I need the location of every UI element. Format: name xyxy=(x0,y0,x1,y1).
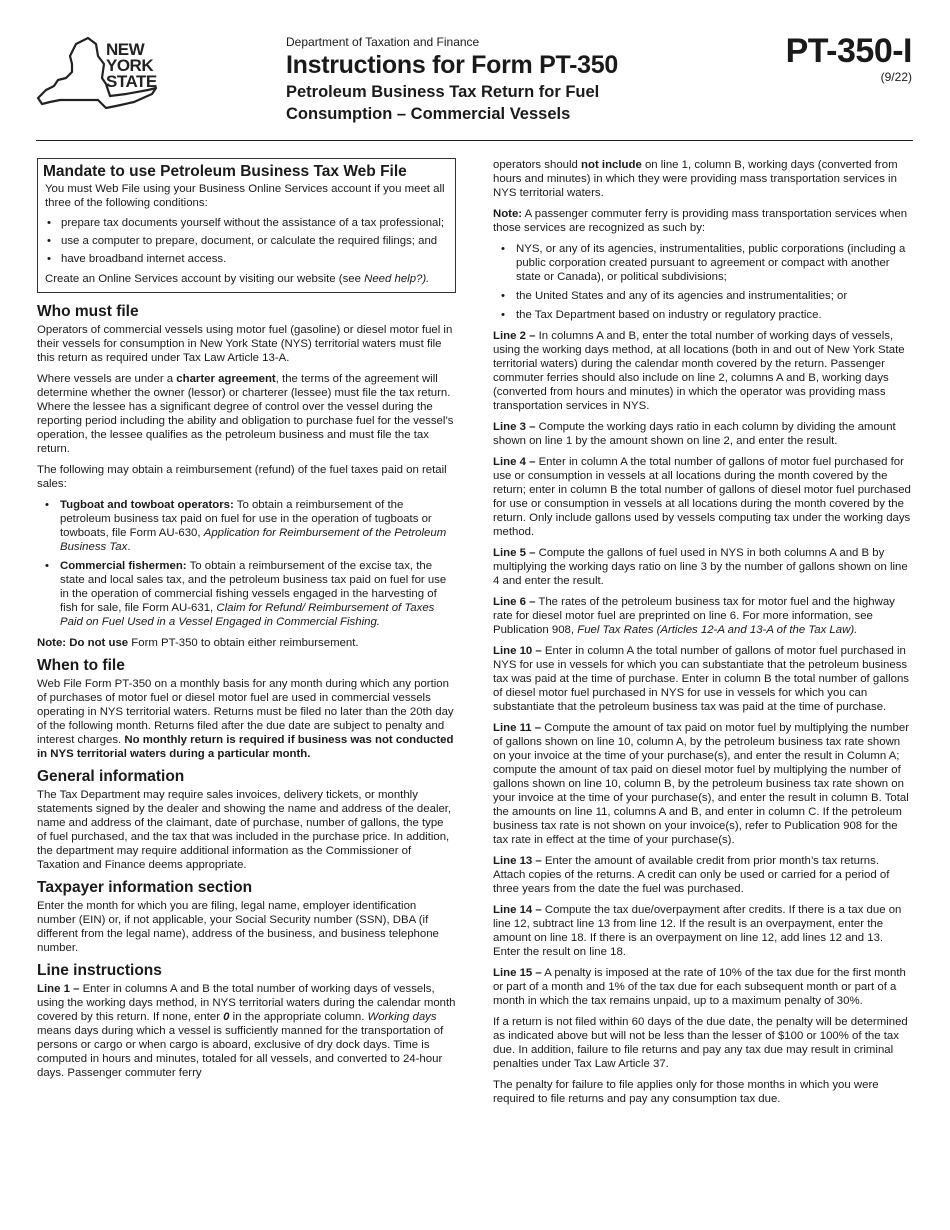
when-heading: When to file xyxy=(37,657,125,674)
page-header xyxy=(0,0,950,150)
form-id: PT-350-I xyxy=(785,32,912,70)
logo-line-3: STATE xyxy=(106,72,157,91)
logo-text xyxy=(106,42,157,90)
text: Compute the amount of tax paid on motor fuel by multiplying the number of gallons shown on line 10, column A, by the petroleum business tax rate shown on your invoice at the time of your purchase(s), and enter the result in Column A; compute the amount of tax paid on diesel motor fuel by multiplying the number of gallons shown on line 10, column B, by the petroleum business tax rate shown on your invoice at the time of your purchase(s), and enter the result in column B. Total the amounts on line 11, columns A and B, and enter in column C. If the petroleum business tax rate is not shown on your invoice(s), refer to Publication 908 for the tax rate in effect at the time of your purchase(s). xyxy=(493,722,909,846)
text-bold: Commercial fishermen: xyxy=(60,560,187,572)
page-subtitle xyxy=(286,81,686,125)
reimbursement-list xyxy=(37,498,456,629)
line-label: Line 10 – xyxy=(493,645,542,657)
text: Compute the tax due/overpayment after credits. If there is a tax due on line 12, subtract line 13 from line 12. If the result is an overpayment, enter the amount on line 18. If there is an overpayment on line 12, add lines 12 and 13. Enter the result on line 18. xyxy=(493,904,902,958)
line-4 xyxy=(493,455,913,539)
mandate-heading: Mandate to use Petroleum Business Tax Web File xyxy=(43,163,407,180)
line-14 xyxy=(493,903,913,959)
text: In columns A and B, enter the total number of working days of vessels, using the working days method, at all locations (both in and out of New York State territorial waters) during the calendar month covered by the return. Passenger commuter ferries should also include on line 2, columns A and B, working days (converted from hours and minutes) in which the operator was providing mass transportation services in NYS. xyxy=(493,330,905,412)
text: Enter in column A the total number of gallons of motor fuel purchased for use or consumption in vessels at all locations during the month covered by the return; enter in column B the total number of gallons of diesel motor fuel purchased for use or consumption in vessels at all locations during the month covered by the return. Only include gallons used by vessels computing tax under the working days method. xyxy=(493,456,911,538)
text: The rates of the petroleum business tax for motor fuel and the highway rate for diesel motor fuel are preprinted on line 6. For more information, see Publication 908, xyxy=(493,596,895,636)
text: on line 1, column B, working days (converted from hours and minutes) in which they were providing mass transportation services in NYS territorial waters. xyxy=(493,159,898,199)
list-item: • the United States and any of its agencies and instrumentalities; or xyxy=(493,289,913,303)
text: Where vessels are under a xyxy=(37,373,177,385)
page-title: Instructions for Form PT-350 xyxy=(286,51,618,79)
list-item: • NYS, or any of its agencies, instrumentalities, public corporations (including a public corporation created pursuant to agreement or compact with another state or Canada), or political subdivisions; xyxy=(493,242,913,284)
header-divider xyxy=(36,140,913,141)
late-filing-paragraph: If a return is not filed within 60 days of the due date, the penalty will be determined as indicated above but will not be less than the lesser of $100 or 100% of the tax due. In addition, failure to file returns and pay any tax due may result in criminal penalties under Tax Law Article 37. xyxy=(493,1016,908,1070)
text: Web File Form PT-350 on a monthly basis for any month during which any portion of purchases of motor fuel or diesel motor fuel are used in commercial vessels operating in NYS territorial waters. Returns must be filed no later than the 20th day of the following month. Returns filed after the due date are subject to penalty and interest charges. xyxy=(37,678,454,746)
text-italic: Application for Reimbursement of the Petroleum Business Tax xyxy=(60,527,447,553)
text-italic: Claim for Refund/ Reimbursement of Taxes Paid on Fuel Used in a Vessel Engaged in Commercial Fishing. xyxy=(60,602,435,628)
taxpayer-heading: Taxpayer information section xyxy=(37,879,253,896)
who-heading: Who must file xyxy=(37,303,139,320)
line-label: Line 14 – xyxy=(493,904,542,916)
mandate-intro: You must Web File using your Business Online Services account if you meet all three of the following conditions: xyxy=(45,183,445,209)
line-3 xyxy=(493,420,913,448)
text: A passenger commuter ferry is providing mass transportation services when those services are recognized as such by: xyxy=(493,208,908,234)
text: Enter the amount of available credit from prior month’s tax returns. Attach copies of the returns. A credit can only be used or carried for a period of three years from the date the fuel was purchased. xyxy=(493,855,890,895)
text-bold: No monthly return is required if business was not conducted in NYS territorial waters during a particular month. xyxy=(37,734,454,760)
text-bold: not include xyxy=(581,159,642,171)
line-label: Line 5 – xyxy=(493,547,536,559)
text: in the appropriate column. xyxy=(229,1011,368,1023)
ferry-note xyxy=(493,207,913,235)
text: . xyxy=(127,541,131,553)
text: To obtain a reimbursement of the petroleum business tax paid on fuel for use in the operation of tugboats or towboats, file Form AU-630, xyxy=(60,499,432,539)
ferry-list xyxy=(493,242,913,322)
form-date: (9/22) xyxy=(880,70,912,84)
text: To obtain a reimbursement of the excise tax, the state and local sales tax, and the petroleum business tax paid on fuel for use in the operation of commercial fishing vessels engaged in the harvesting of fish for sale, file Form AU-631, xyxy=(60,560,447,614)
line-1-continued xyxy=(493,158,913,200)
who-p2 xyxy=(37,372,456,456)
text-bold: Note: xyxy=(493,208,523,220)
who-p1: Operators of commercial vessels using motor fuel (gasoline) or diesel motor fuel in their vessels for consumption in New York State (NYS) territorial waters must file this return as required under Tax Law Article 13-A. xyxy=(37,324,453,364)
mandate-footer-text: Create an Online Services account by visiting our website (see xyxy=(45,273,365,285)
line-label: Line 3 – xyxy=(493,421,536,433)
subtitle-line-1: Petroleum Business Tax Return for Fuel xyxy=(286,83,600,101)
line-label: Line 11 – xyxy=(493,722,542,734)
left-column xyxy=(37,158,456,1087)
general-p1: The Tax Department may require sales invoices, delivery tickets, or monthly statements signed by the dealer and showing the name and address of the dealer, name and address of the claimant, date of purchase, number of gallons, the type of fuel purchased, and the tax that was included in the purchase price. In addition, the department may require additional information as the Commissioner of Taxation and Finance deems appropriate. xyxy=(37,789,452,871)
line-6 xyxy=(493,595,913,637)
mandate-footer xyxy=(45,272,449,286)
who-note xyxy=(37,636,456,650)
penalty-paragraph: The penalty for failure to file applies only for those months in which you were required to file returns and pay any consumption tax due. xyxy=(493,1079,879,1105)
subtitle-line-2: Consumption – Commercial Vessels xyxy=(286,105,571,123)
line-13 xyxy=(493,854,913,896)
line-15 xyxy=(493,966,913,1008)
department-name: Department of Taxation and Finance xyxy=(286,35,480,49)
mandate-list xyxy=(45,216,449,266)
list-item xyxy=(37,498,456,554)
line-5 xyxy=(493,546,913,588)
text-bold-italic: 0 xyxy=(223,1011,230,1023)
logo-line-1: NEW xyxy=(106,40,145,59)
list-item: • prepare tax documents yourself without the assistance of a tax professional; xyxy=(45,216,449,230)
text: Compute the working days ratio in each column by dividing the amount shown on line 1 by the amount shown on line 2, and enter the result. xyxy=(493,421,896,447)
list-item: • have broadband internet access. xyxy=(45,252,449,266)
line-label: Line 2 – xyxy=(493,330,536,342)
text-italic: Working days xyxy=(367,1011,437,1023)
line-label: Line 1 – xyxy=(37,983,80,995)
general-heading: General information xyxy=(37,768,185,785)
list-item xyxy=(37,559,456,629)
text: Form PT-350 to obtain either reimbursement. xyxy=(128,637,359,649)
text: , the terms of the agreement will determine whether the owner (lessor) or charterer (lessee) must file the tax return. Where the lessee has a significant degree of control over the vessel during the reporting period including the ability and obligation to purchase fuel for the vessel’s operation, the lessee qualifies as the petroleum business and must file the tax return. xyxy=(37,373,454,455)
right-column xyxy=(493,158,913,1113)
text: Enter in column A the total number of gallons of motor fuel purchased in NYS for use in vessels for which you can substantiate that the petroleum business tax was paid at the time of purchase. Enter in column B the total number of gallons of diesel motor fuel purchased in NYS for use in vessels for which you can substantiate that the petroleum business tax was paid at the time of purchase. xyxy=(493,645,909,713)
line-2 xyxy=(493,329,913,413)
text: means days during which a vessel is sufficiently manned for the transportation of persons or cargo or when cargo is aboard, exclusive of dry dock days. Time is computed in hours and minutes, totaled for all vessels, and converted to 24-hour days. Passenger commuter ferry xyxy=(37,1025,444,1079)
line-label: Line 4 – xyxy=(493,456,536,468)
text-bold: Note: Do not use xyxy=(37,637,129,649)
text: Compute the gallons of fuel used in NYS in both columns A and B by multiplying the working days ratio on line 3 by the number of gallons shown on line 4 and enter the result. xyxy=(493,547,908,587)
mandate-box xyxy=(37,158,456,293)
text: A penalty is imposed at the rate of 10% of the tax due for the first month or part of a month and 1% of the tax due for each subsequent month or part of a month in which the tax remains unpaid, up to a maximum penalty of 30%. xyxy=(493,967,906,1007)
text-bold: Tugboat and towboat operators: xyxy=(60,499,234,511)
text-bold: charter agreement xyxy=(176,373,276,385)
line-label: Line 13 – xyxy=(493,855,542,867)
line-label: Line 15 – xyxy=(493,967,542,979)
line-1 xyxy=(37,982,456,1080)
list-item: • the Tax Department based on industry or regulatory practice. xyxy=(493,308,913,322)
list-item: • use a computer to prepare, document, or calculate the required filings; and xyxy=(45,234,449,248)
taxpayer-p1: Enter the month for which you are filing, legal name, employer identification number (EIN) or, if not applicable, your Social Security number (SSN), DBA (if different from the legal name), address of the business, and business telephone number. xyxy=(37,900,439,954)
need-help-link: Need help?). xyxy=(364,273,430,285)
line-10 xyxy=(493,644,913,714)
when-p1 xyxy=(37,677,456,761)
who-p3: The following may obtain a reimbursement (refund) of the fuel taxes paid on retail sales: xyxy=(37,464,447,490)
text: operators should xyxy=(493,159,582,171)
line-11 xyxy=(493,721,913,847)
text: Enter in columns A and B the total number of working days of vessels, using the working days method, in NYS territorial waters during the calendar month covered by this return. If none, enter xyxy=(37,983,456,1023)
text-italic: Fuel Tax Rates (Articles 12-A and 13-A of the Tax Law). xyxy=(577,624,858,636)
nys-logo xyxy=(36,34,166,118)
lines-heading: Line instructions xyxy=(37,962,162,979)
logo-line-2: YORK xyxy=(106,56,154,75)
line-label: Line 6 – xyxy=(493,596,536,608)
